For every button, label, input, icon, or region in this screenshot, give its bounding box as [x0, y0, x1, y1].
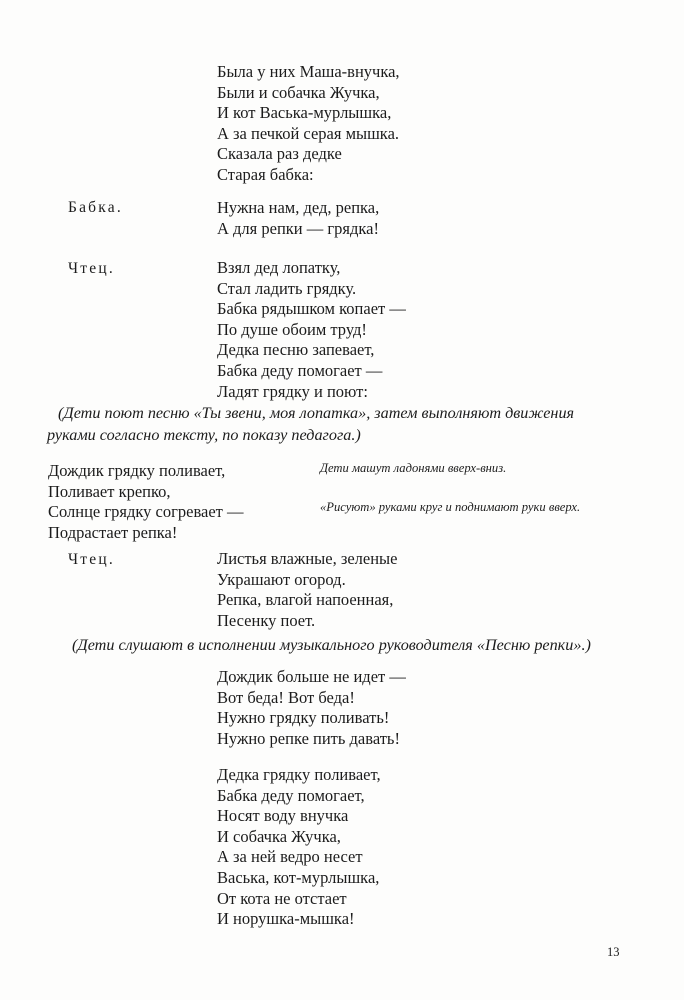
stage-direction-line: (Дети слушают в исполнении музыкального руководителя «Песню репки».)	[72, 636, 591, 654]
babka-speech	[217, 198, 379, 239]
verse-line: Сказала раз дедке	[217, 144, 342, 164]
verse-line: Стал ладить грядку.	[217, 278, 357, 298]
verse-line: Ладят грядку и поют:	[217, 381, 368, 401]
verse-line: Нужно репке пить давать!	[217, 728, 400, 748]
stage-direction-line: руками согласно тексту, по показу педагога.)	[47, 426, 361, 444]
verse-line: Была у них Маша-внучка,	[217, 62, 400, 81]
verse-line: Песенку поет.	[217, 610, 316, 630]
verse-line: Дождик грядку поливает,	[48, 461, 226, 480]
stage-direction-song	[47, 402, 575, 446]
stanza-no-rain	[217, 667, 406, 749]
speaker-label-chtets: Чтец.	[68, 260, 115, 277]
verse-line: Бабка рядышком копает —	[217, 299, 406, 319]
verse-line: А за печкой серая мышка.	[217, 123, 400, 143]
verse-line: Нужно грядку поливать!	[217, 708, 390, 728]
verse-line: От кота не отстает	[217, 888, 347, 908]
verse-line: Взял дед лопатку,	[217, 258, 341, 277]
rain-verse	[48, 461, 244, 543]
verse-line: А за ней ведро несет	[217, 847, 363, 867]
stage-direction-music	[72, 634, 591, 656]
stanza-opening	[217, 62, 400, 186]
chtets-speech-1	[217, 258, 406, 402]
stanza-watering	[217, 765, 381, 930]
speaker-label-babka: Бабка.	[68, 199, 123, 216]
verse-line: Бабка деду помогает,	[217, 785, 365, 805]
verse-line: Нужна нам, дед, репка,	[217, 198, 380, 217]
chtets-speech-2	[217, 549, 397, 631]
movement-note-2: «Рисуют» руками круг и поднимают руки вверх.	[320, 500, 581, 514]
verse-line: Солнце грядку согревает —	[48, 502, 244, 522]
stage-direction-line: (Дети поют песню «Ты звени, моя лопатка», затем выполняют движения	[58, 404, 575, 422]
verse-line: И кот Васька-мурлышка,	[217, 103, 392, 123]
movement-note-1: Дети машут ладонями вверх-вниз.	[320, 461, 507, 475]
verse-line: И собачка Жучка,	[217, 826, 341, 846]
verse-line: Репка, влагой напоенная,	[217, 590, 394, 610]
verse-line: Подрастает репка!	[48, 522, 178, 542]
verse-line: По душе обоим труд!	[217, 319, 367, 339]
verse-line: Листья влажные, зеленые	[217, 549, 398, 568]
verse-line: Поливает крепко,	[48, 481, 171, 501]
verse-line: Были и собачка Жучка,	[217, 82, 380, 102]
verse-line: Украшают огород.	[217, 569, 346, 589]
verse-line: Носят воду внучка	[217, 806, 349, 826]
verse-line: Вот беда! Вот беда!	[217, 687, 355, 707]
speaker-label-chtets: Чтец.	[68, 551, 115, 568]
verse-line: Дедка грядку поливает,	[217, 765, 381, 784]
page-number: 13	[607, 945, 620, 959]
verse-line: И норушка-мышка!	[217, 909, 355, 929]
verse-line: Дождик больше не идет —	[217, 667, 406, 686]
verse-line: Васька, кот-мурлышка,	[217, 867, 380, 887]
verse-line: Старая бабка:	[217, 164, 314, 184]
verse-line: Дедка песню запевает,	[217, 340, 375, 360]
verse-line: Бабка деду помогает —	[217, 360, 383, 380]
verse-line: А для репки — грядка!	[217, 218, 379, 238]
